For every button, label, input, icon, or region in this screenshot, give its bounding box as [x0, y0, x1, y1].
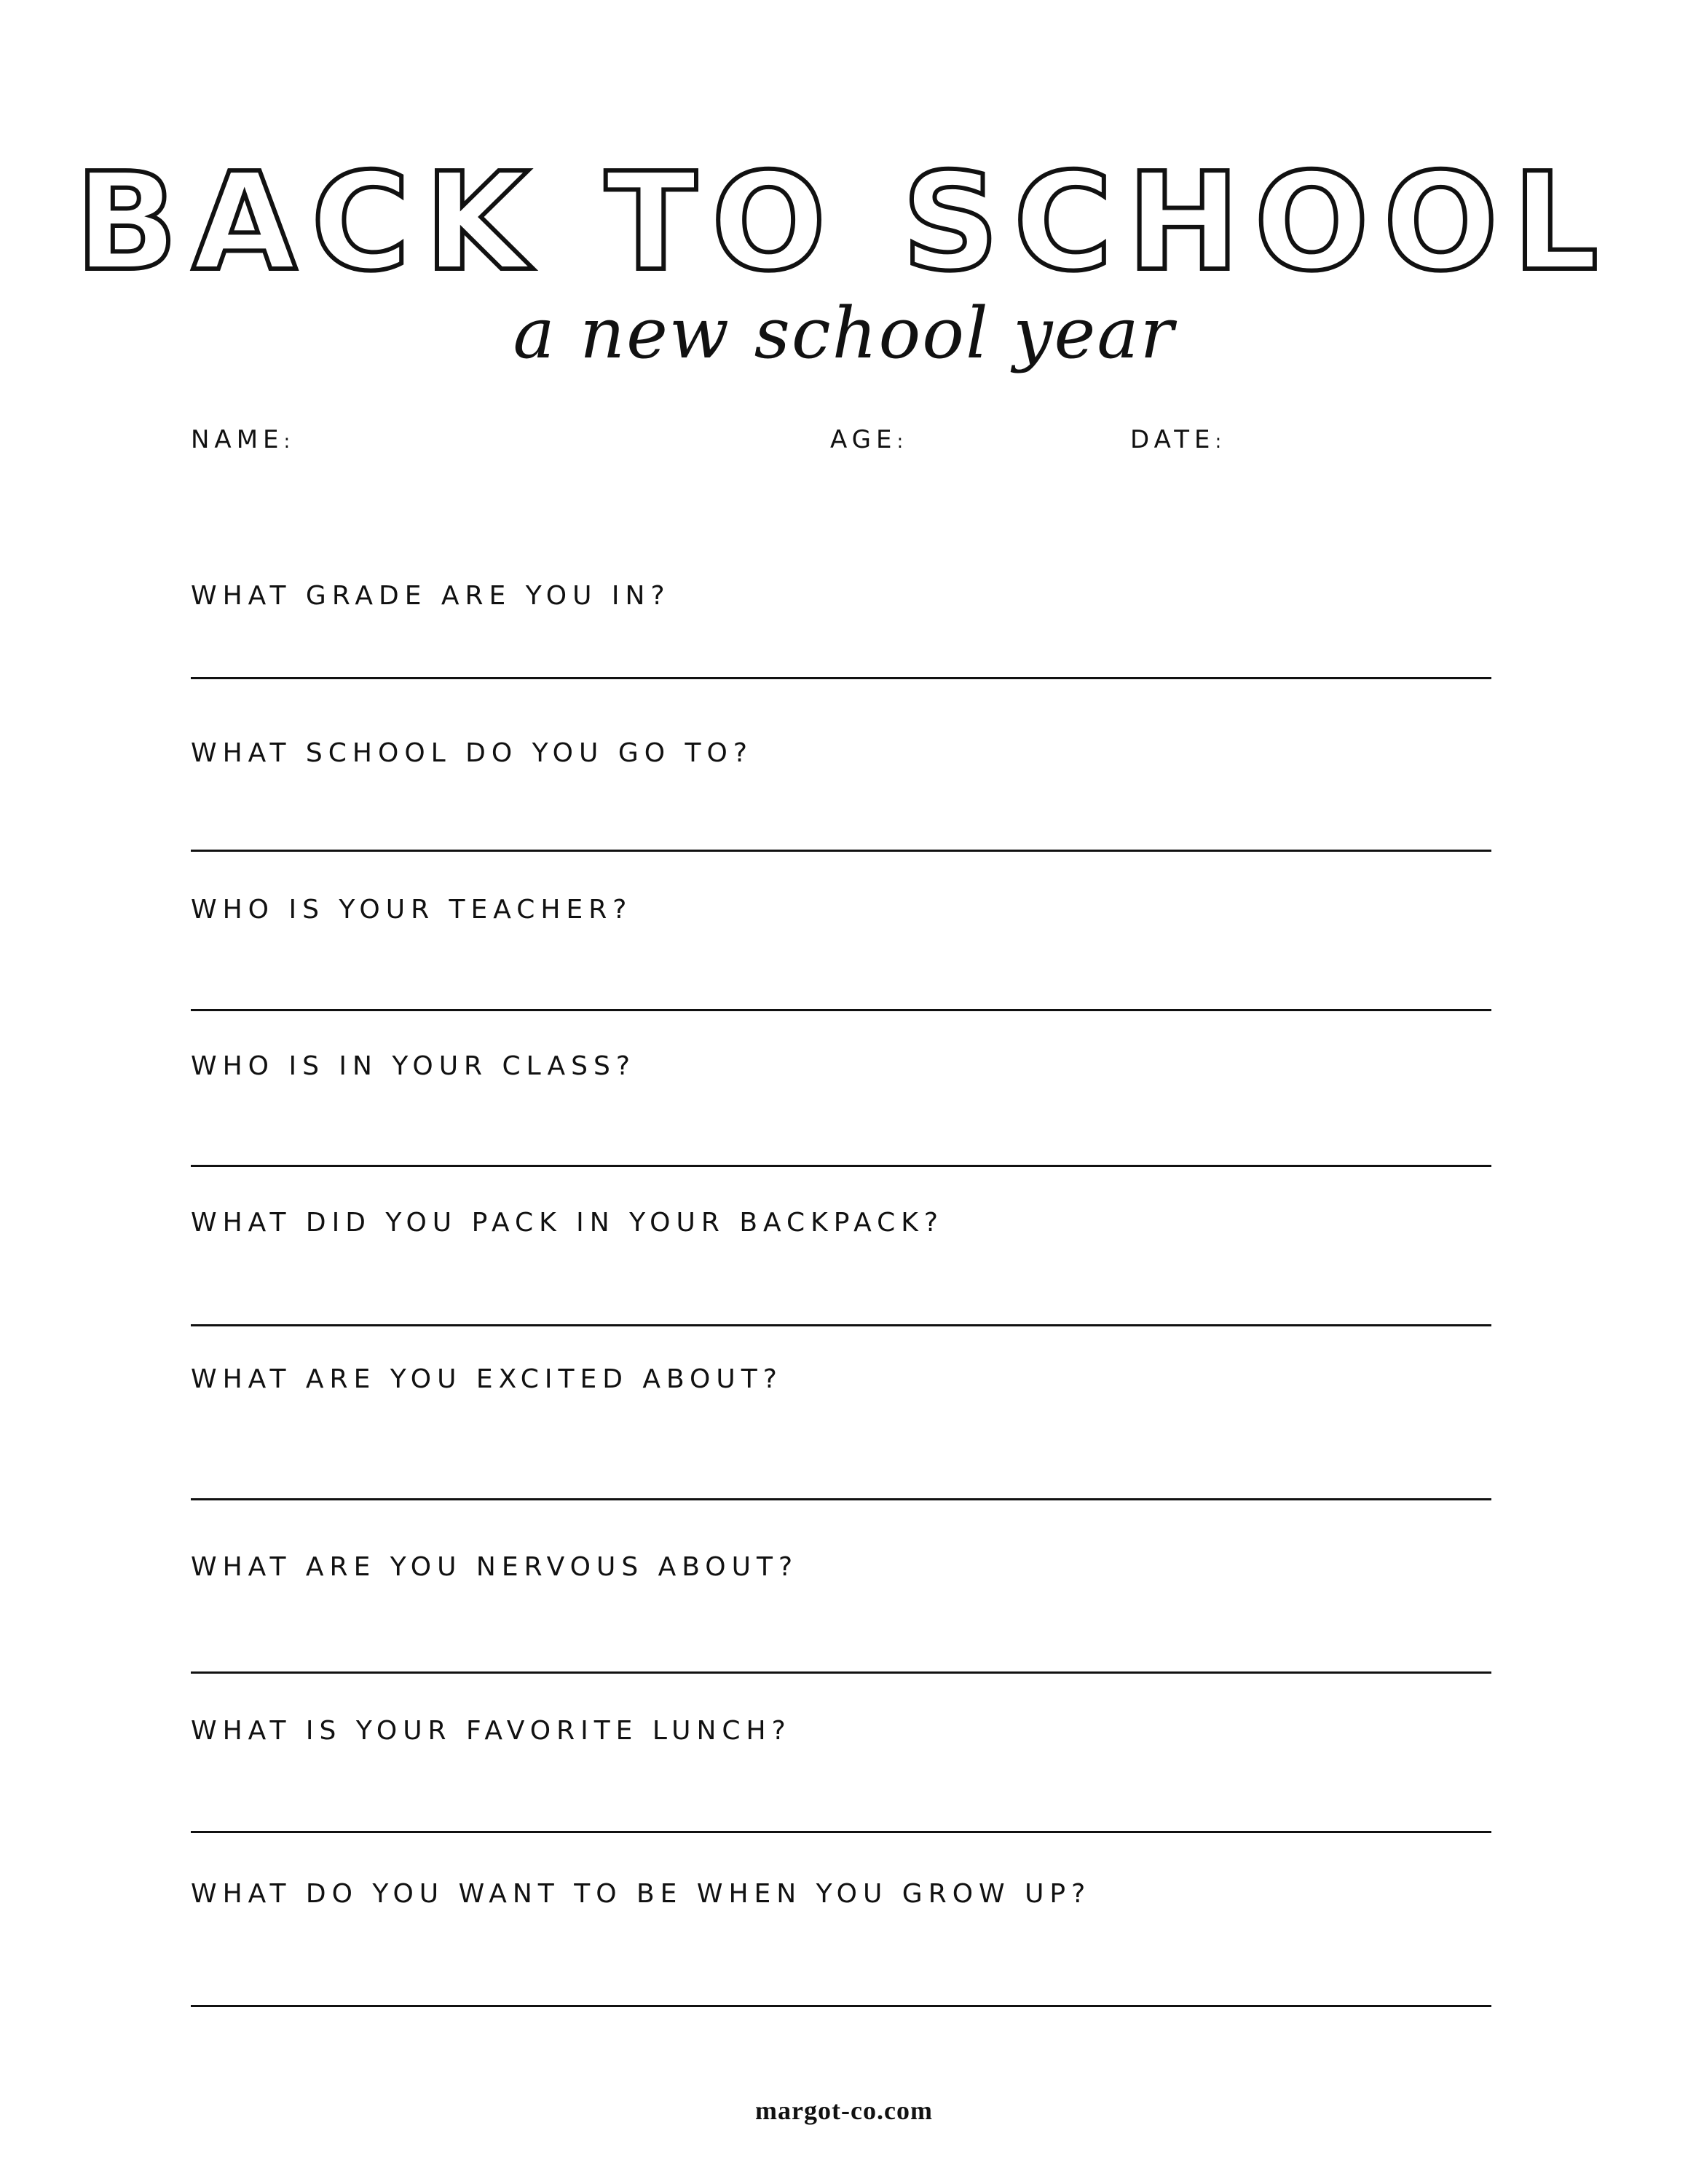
answer-line-grow-up[interactable]	[191, 2005, 1491, 2007]
question-lunch: WHAT IS YOUR FAVORITE LUNCH?	[191, 1716, 792, 1746]
page-title: BACK TO SCHOOL	[75, 143, 1613, 301]
name-field-label	[191, 425, 290, 454]
answer-line-teacher[interactable]	[191, 1009, 1491, 1011]
question-backpack: WHAT DID YOU PACK IN YOUR BACKPACK?	[191, 1208, 944, 1238]
question-grade: WHAT GRADE ARE YOU IN?	[191, 581, 671, 611]
date-field-label	[1130, 425, 1221, 454]
answer-line-excited[interactable]	[191, 1498, 1491, 1500]
question-teacher: WHO IS YOUR TEACHER?	[191, 895, 633, 925]
age-label-text: AGE	[830, 425, 897, 454]
date-label-text: DATE	[1130, 425, 1215, 454]
answer-line-school[interactable]	[191, 850, 1491, 852]
name-label-colon: :	[283, 431, 291, 453]
answer-line-lunch[interactable]	[191, 1831, 1491, 1833]
answer-line-backpack[interactable]	[191, 1324, 1491, 1326]
age-label-colon: :	[896, 431, 904, 453]
question-school: WHAT SCHOOL DO YOU GO TO?	[191, 738, 753, 768]
page-subtitle: a new school year	[513, 293, 1175, 374]
name-label-text: NAME	[191, 425, 284, 454]
date-label-colon: :	[1215, 431, 1222, 453]
age-field-label	[830, 425, 903, 454]
answer-line-class[interactable]	[191, 1165, 1491, 1167]
question-excited: WHAT ARE YOU EXCITED ABOUT?	[191, 1364, 783, 1394]
answer-line-grade[interactable]	[191, 677, 1491, 679]
question-nervous: WHAT ARE YOU NERVOUS ABOUT?	[191, 1552, 799, 1582]
footer-website: margot-co.com	[755, 2096, 933, 2125]
question-class: WHO IS IN YOUR CLASS?	[191, 1051, 636, 1081]
answer-line-nervous[interactable]	[191, 1671, 1491, 1674]
question-grow-up: WHAT DO YOU WANT TO BE WHEN YOU GROW UP?	[191, 1879, 1092, 1909]
